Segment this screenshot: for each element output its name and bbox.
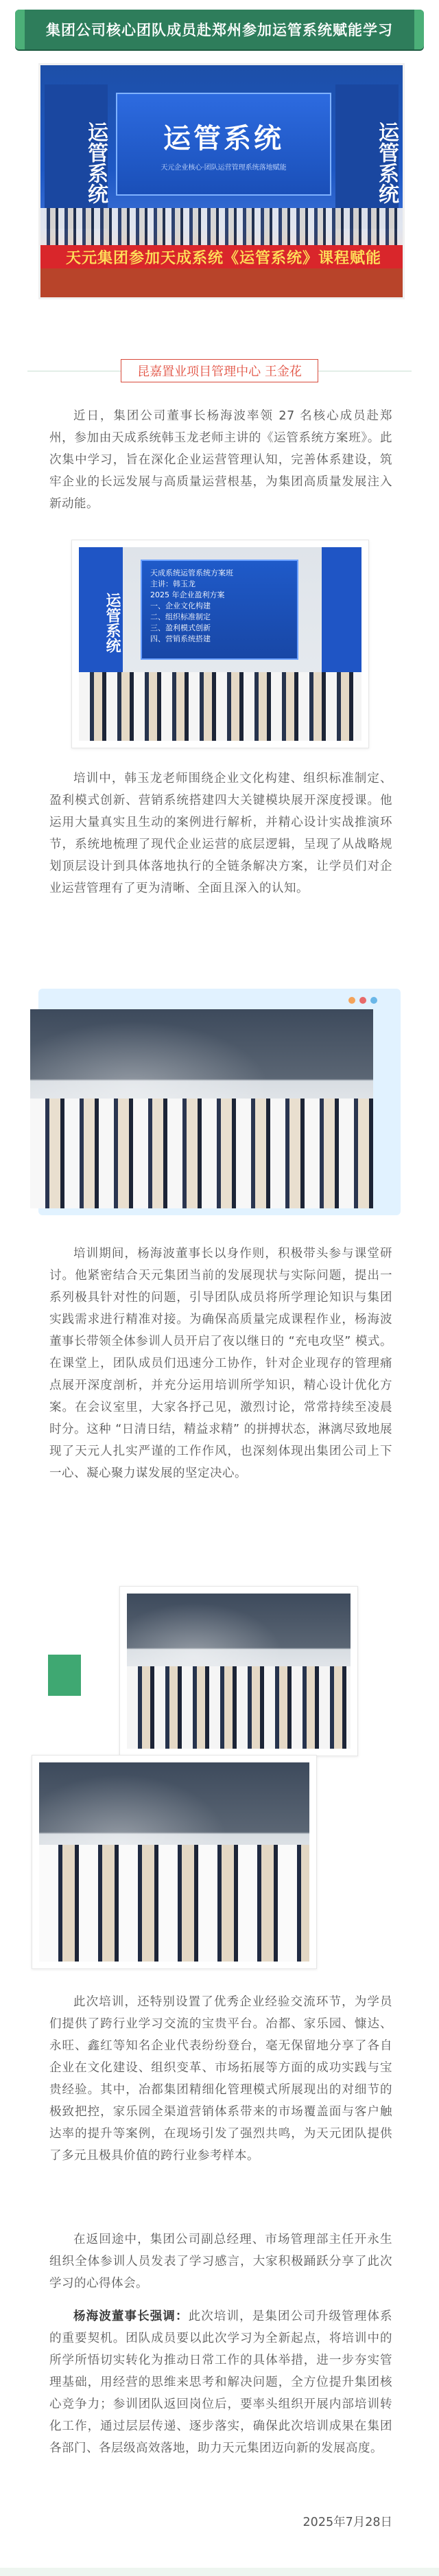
paragraph-training: 培训中，韩玉龙老师围绕企业文化构建、组织标准制定、盈利模式创新、营销系统搭建四大关键模块展开深度授课。他运用大量真实且生动的案例进行解析，并精心设计实战推演环节，系统地梳理了现代企业运营的底层逻辑，呈现了从战略规划顶层设计到具体落地执行的全链条解决方案，让学员们对企业运营管理有了更为清晰、全面且深入的认知。 (49, 772, 392, 895)
paragraph-return: 在返回途中，集团公司副总经理、市场管理部主任开永生组织全体参训人员发表了学习感言，大家积极踊跃分享了此次学习的心得体会。 (49, 2233, 392, 2290)
title-decoration-left (15, 10, 25, 49)
dot-blue (370, 997, 377, 1004)
decoration-green-block (48, 1655, 81, 1696)
screen-line: 一、企业文化构建 (150, 601, 211, 610)
hero-floor (40, 268, 405, 299)
hero-screen-title: 运管系统 (163, 123, 284, 154)
photo-lecture-stand-right (322, 547, 361, 685)
photo-audience-people (39, 1845, 309, 1962)
photo-discussion-frame (119, 1586, 358, 1756)
photo-discussion-people (127, 1666, 351, 1749)
publish-date: 2025年7月28日 (302, 2516, 392, 2529)
hero-screen-subtitle: 天元企业核心·团队运营管理系统落地赋能 (161, 164, 287, 172)
paragraph-speech (49, 2305, 392, 2459)
photo-lecture-screen-text (142, 561, 297, 652)
screen-line: 天成系统运管系统方案班 (150, 568, 233, 577)
hero-group-photo (40, 208, 405, 249)
speech-label: 杨海波董事长强调： (73, 2310, 189, 2323)
speech-text: 此次培训，是集团公司升级管理体系的重要契机。团队成员要以此次学习为全新起点，将培训中的所学所悟切实转化为推动日常工作的具体举措，进一步夯实管理基础，用经营的思维来思考和解决问题，全方位提升集团核心竞争力；参训团队返回岗位后，要率头组织开展内部培训转化工作，通过层层传递、逐步落实，确保此次培训成果在集团各部门、各层级高效落地，助力天元集团迈向新的发展高度。 (49, 2310, 392, 2455)
screen-line: 2025 年企业盈利方案 (150, 590, 225, 599)
photo-lecture (79, 547, 361, 741)
dot-orange (348, 997, 355, 1004)
paragraph-intro: 近日，集团公司董事长杨海波率领 27 名核心成员赴郑州，参加由天成系统韩玉龙老师主讲的《运管系统方案班》。此次集中学习，旨在深化企业运营管理认知，完善体系建设，筑牢企业的长远发展与高质量运营根基，为集团高质量发展注入新动能。 (49, 409, 392, 511)
hero-stage-right: 运管系统 (335, 84, 399, 229)
author-tag: 昆嘉置业项目管理中心 王金花 (121, 359, 318, 382)
photo-audience-frame (32, 1755, 317, 1969)
page-title: 集团公司核心团队成员赴郑州参加运管系统赋能学习 (46, 22, 393, 38)
photo-classroom (30, 1009, 373, 1208)
photo-lecture-audience (79, 672, 361, 741)
dot-red (359, 997, 366, 1004)
footer-band (0, 2568, 439, 2576)
photo-lecture-stand: 运管系统 (79, 547, 123, 685)
screen-line: 四、营销系统搭建 (150, 634, 211, 643)
paragraph-study: 培训期间，杨海波董事长以身作则，积极带头参与课堂研讨。他紧密结合天元集团当前的发展现状与实际问题，提出一系列极具针对性的问题，引导团队成员将所学理论知识与集团实践需求进行精准对接。为确保高质量完成课程作业，杨海波董事长带领全体参训人员开启了夜以继日的 “充电攻坚” 模式。在课堂上，团队成员们迅速分工协作，针对企业现存的管理痛点展开深度剖析，并充分运用培训所学知识，精心设计优化方案。在会议室里，大家各抒己见，激烈讨论，常常持续至凌晨时分。这种 “日清日结，精益求精” 的拼搏状态，淋漓尽致地展现了天元人扎实严谨的工作作风，也深刻体现出集团公司上下一心、凝心聚力谋发展的坚定决心。 (49, 1247, 392, 1480)
photo-audience (39, 1762, 309, 1962)
hero-stage-left: 运管系统 (45, 84, 108, 229)
hero-banner: 天元集团参加天成系统《运管系统》课程赋能 (40, 245, 405, 268)
screen-line: 二、组织标准制定 (150, 612, 211, 621)
screen-line: 三、盈利模式创新 (150, 623, 211, 632)
photo-classroom-students (30, 1099, 373, 1208)
hero-photo (38, 63, 405, 299)
screen-line: 主讲：韩玉龙 (150, 579, 195, 588)
photo-discussion (127, 1594, 351, 1749)
paragraph-exchange: 此次培训，还特别设置了优秀企业经验交流环节，为学员们提供了跨行业学习交流的宝贵平台。冶都、家乐园、慷达、永旺、鑫红等知名企业代表纷纷登台，毫无保留地分享了各自企业在文化建设、组织变革、市场拓展等方面的成功实践与宝贵经验。其中，冶都集团精细化管理模式所展现出的对细节的极致把控，家乐园全渠道营销体系带来的市场覆盖面与客户触达率的提升等案例，在现场引发了强烈共鸣，为天元团队提供了多元且极具价值的跨行业参考样本。 (49, 1995, 392, 2163)
photo-lecture-frame (71, 540, 369, 748)
title-banner (15, 10, 424, 49)
hero-screen (116, 93, 331, 196)
photo-lecture-screen (141, 560, 298, 660)
title-decoration-right (414, 10, 424, 49)
decoration-dots (348, 997, 377, 1004)
